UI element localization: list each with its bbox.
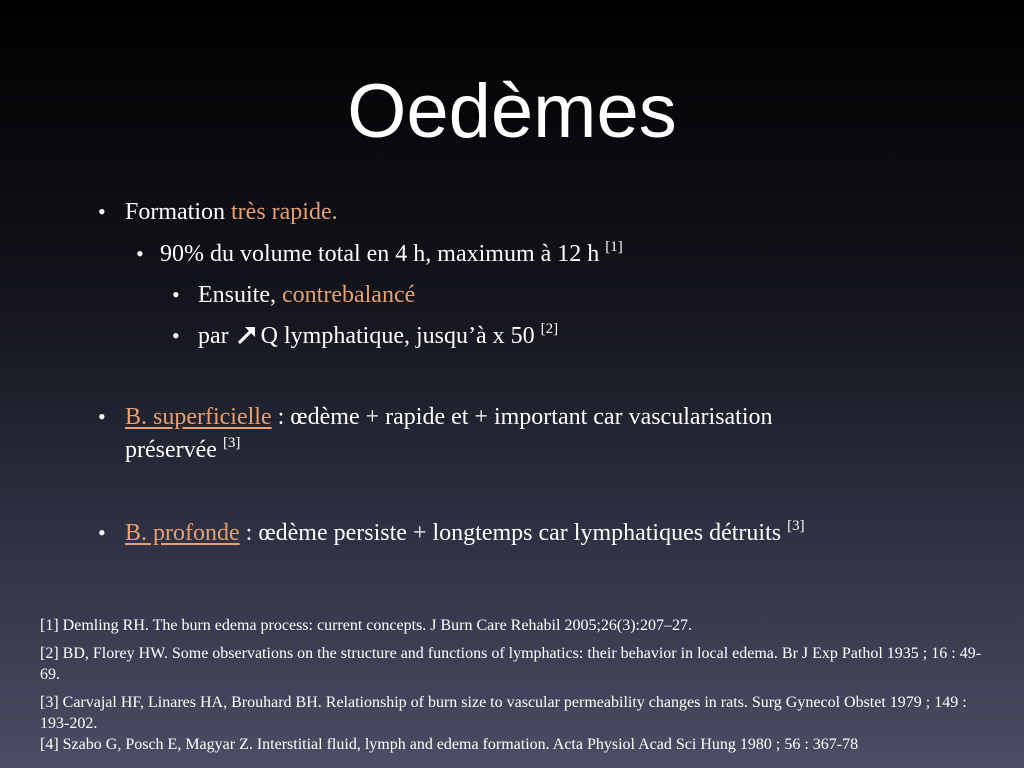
bullet-superficielle-cont bbox=[125, 435, 240, 465]
bullet-text: Ensuite, bbox=[198, 282, 282, 308]
superficielle-link[interactable]: B. superficielle bbox=[125, 404, 272, 430]
bullet-text: : œdème persiste + longtemps car lymphatiques détruits bbox=[239, 520, 788, 546]
bullet-text: Formation bbox=[125, 199, 231, 225]
bullet-text: : œdème + rapide et + important car vascularisation bbox=[271, 404, 773, 430]
reference-2: [2] BD, Florey HW. Some observations on the structure and functions of lymphatics: their behavior in local edema. Br J Exp Pathol 1935 ; 16 : 49-69. bbox=[40, 645, 982, 683]
bullet-formation bbox=[125, 197, 338, 227]
reference-3: [3] Carvajal HF, Linares HA, Brouhard BH. Relationship of burn size to vascular permeability changes in rats. Surg Gynecol Obstet 1979 ; 149 : 193-202. bbox=[40, 694, 967, 732]
accent-text: contrebalancé bbox=[282, 282, 416, 308]
bullet-lymph bbox=[198, 321, 558, 351]
bullet-marker: • bbox=[136, 241, 144, 266]
bullet-text: préservée bbox=[125, 437, 223, 463]
citation: [2] bbox=[540, 321, 559, 337]
bullet-marker: • bbox=[172, 282, 180, 307]
bullet-text: par bbox=[198, 323, 235, 349]
bullet-marker: • bbox=[98, 520, 106, 545]
bullet-volume bbox=[160, 239, 623, 269]
references bbox=[40, 615, 990, 755]
bullet-profonde bbox=[125, 518, 805, 548]
bullet-marker: • bbox=[98, 404, 106, 429]
reference-1: [1] Demling RH. The burn edema process: current concepts. J Burn Care Rehabil 2005;26(3):207–27. bbox=[40, 617, 692, 634]
bullet-marker: • bbox=[98, 199, 106, 224]
bullet-superficielle bbox=[125, 402, 773, 432]
citation: [1] bbox=[605, 239, 623, 255]
citation: [3] bbox=[787, 518, 805, 534]
accent-text: très rapide. bbox=[231, 199, 338, 225]
citation: [3] bbox=[222, 435, 241, 451]
bullet-text: 90% du volume total en 4 h, maximum à 12 h bbox=[160, 241, 606, 267]
profonde-link[interactable]: B. profonde bbox=[125, 520, 240, 546]
bullet-ensuite bbox=[198, 280, 415, 310]
reference-4: [4] Szabo G, Posch E, Magyar Z. Interstitial fluid, lymph and edema formation. Acta Physiol Acad Sci Hung 1980 ; 56 : 367-78 bbox=[40, 736, 859, 753]
bullet-text: Q lymphatique, jusqu’à x 50 bbox=[260, 323, 541, 349]
bullet-marker: • bbox=[172, 323, 180, 348]
slide-title: Oedèmes bbox=[347, 69, 677, 154]
up-right-arrow-icon bbox=[237, 325, 257, 345]
